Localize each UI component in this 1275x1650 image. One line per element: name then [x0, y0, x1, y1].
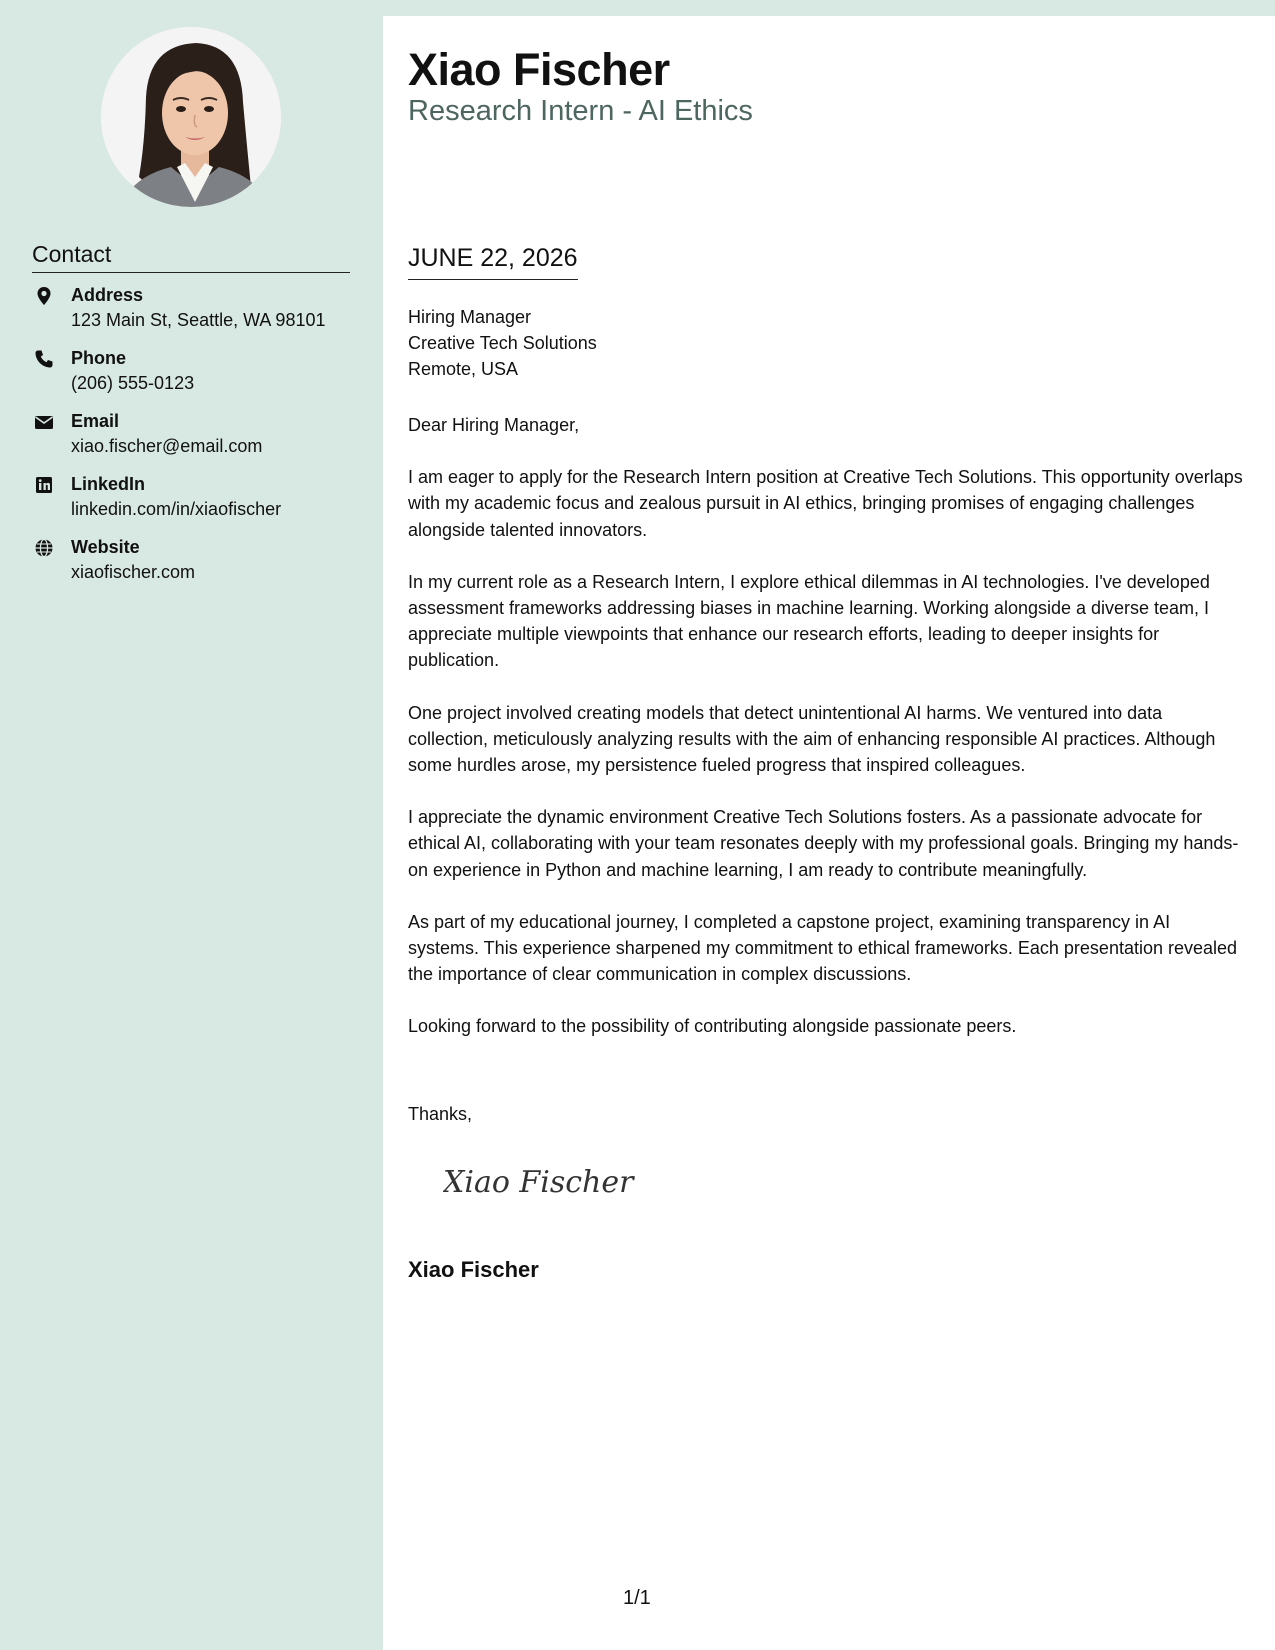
letter-date: JUNE 22, 2026 — [408, 243, 578, 280]
contact-item-linkedin — [32, 473, 372, 536]
signer-name: Xiao Fischer — [408, 1257, 539, 1282]
contact-item-website — [32, 536, 372, 599]
recipient-line: Creative Tech Solutions — [408, 333, 597, 353]
envelope-icon — [34, 412, 54, 432]
body-paragraph: One project involved creating models that detect unintentional AI harms. We ventured into data collection, meticulously analyzing results with the aim of enhancing responsible AI practices. Although some hurdles arose, my persistence fueled progress that inspired colleagues. — [408, 702, 1216, 776]
body-paragraph: As part of my educational journey, I completed a capstone project, examining transparency in AI systems. This experience sharpened my commitment to ethical frameworks. Each presentation revealed the importance of clear communication in complex discussions. — [408, 911, 1238, 985]
body-paragraph: In my current role as a Research Intern, I explore ethical dilemmas in AI technologies. I've developed assessment frameworks addressing biases in machine learning. Working alongside a diverse team, I appreciate multiple viewpoints that enhance our research efforts, leading to deeper insights for publication. — [408, 571, 1210, 671]
handwritten-signature — [443, 1156, 643, 1206]
phone-icon — [34, 349, 54, 369]
letter-page — [383, 16, 1275, 1650]
body-paragraph: Looking forward to the possibility of contributing alongside passionate peers. — [408, 1016, 1017, 1037]
applicant-name: Xiao Fischer — [408, 44, 670, 95]
linkedin-value: linkedin.com/in/xiaofischer — [71, 499, 282, 519]
recipient-line: Remote, USA — [408, 359, 519, 379]
body-paragraph: I appreciate the dynamic environment Creative Tech Solutions fosters. As a passionate advocate for ethical AI, collaborating with your team resonates deeply with my professional goals. Bringing my hands-on experience in Python and machine learning, I am ready to contribute meaningfully. — [408, 807, 1239, 880]
linkedin-icon — [34, 475, 54, 495]
closing: Thanks, — [408, 1104, 473, 1124]
applicant-role: Research Intern - AI Ethics — [408, 95, 753, 127]
body-paragraph: I am eager to apply for the Research Intern position at Creative Tech Solutions. This opportunity overlaps with my academic focus and zealous pursuit in AI ethics, bringing promises of engaging challenges alongside talented innovators. — [408, 467, 1243, 540]
phone-value: (206) 555-0123 — [71, 373, 195, 393]
contact-label: Phone — [71, 348, 127, 368]
top-band — [383, 0, 1275, 16]
address-value: 123 Main St, Seattle, WA 98101 — [71, 310, 326, 330]
recipient-block — [408, 304, 597, 382]
page-number: 1/1 — [623, 1587, 651, 1609]
contact-label: LinkedIn — [71, 474, 146, 494]
location-pin-icon — [34, 286, 54, 306]
contact-item-address — [32, 284, 372, 347]
email-value: xiao.fischer@email.com — [71, 436, 263, 456]
salutation: Dear Hiring Manager, — [408, 415, 580, 435]
contact-label: Email — [71, 411, 120, 431]
recipient-line: Hiring Manager — [408, 307, 532, 327]
sidebar — [0, 0, 383, 1650]
globe-icon — [34, 538, 54, 558]
contact-item-email — [32, 410, 372, 473]
website-value: xiaofischer.com — [71, 562, 196, 582]
svg-text:Xiao Fischer: Xiao Fischer — [443, 1165, 634, 1200]
contact-label: Address — [71, 285, 144, 305]
contact-label: Website — [71, 537, 140, 557]
profile-photo — [101, 27, 281, 207]
contact-heading: Contact — [32, 240, 350, 273]
contact-list — [32, 284, 372, 599]
letter-body — [408, 412, 1244, 1066]
contact-item-phone — [32, 347, 372, 410]
